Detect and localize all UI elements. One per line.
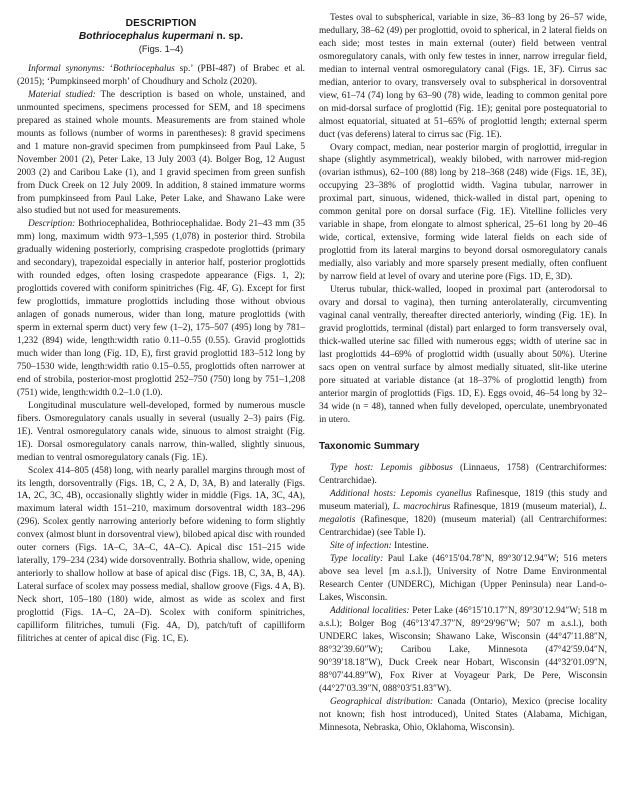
informal-synonyms-paragraph (17, 63, 305, 89)
paragraph-text: Peter Lake (46°15′10.17″N, 89°30′12.94″W; 518 m a.s.l.); Bolger Bog (46°13′47.37″N, 89°29′96″W; 507 m a.s.l.), both UNDERC lakes, Wisconsin; Shawano Lake, Wisconsin (44°47′11.88″N, 88°32′39.60″W); Caribou Lake, Minnesota (47°42′59.04″N, 90°39′18.18″W), Duck Creek near Hobart, Wisconsin (44°32′01.09″N, 88°07′44.89″W), Fox River at Voyageur Park, De Pere, Wisconsin (44°27′03.39″N, 088°03′51.83″W). (319, 605, 607, 694)
text-fragment: sp.’ (PBI-487) of Brabec et al. (2015); ‘Pumpkinseed morph’ of Choudhury and Scholz (2020). (17, 64, 305, 87)
description-heading (17, 17, 305, 56)
testes-paragraph: Testes oval to subspherical, variable in size, 36–83 long by 26–57 wide, medullary, 38–62 (49) per proglottid, ovoid to spherical, in 2 lateral fields on each side; most testes in main external (outer) field between ventral osmoregulatory canals, with only few testes in inner, narrow irregular field, median to internal ventral osmoregulatory canal (Figs. 1E, 3F). Cirrus sac median, anterior to ovary, transversely oval to subspherical in dorsoventral view, 61–74 (74) long by 63–90 (78) wide, leading to common genital pore on mid-dorsal surface of proglottid (Fig. 1E); genital pore postequatorial to almost equatorial, situated at 51–65% of proglottid length; external sperm duct (vas deferens) lateral to cirrus sac (Fig. 1E). (319, 13, 607, 140)
additional-hosts-paragraph (319, 488, 607, 540)
type-host-paragraph (319, 462, 607, 488)
additional-localities-paragraph (319, 605, 607, 696)
paragraph-text: Canada (Ontario), Mexico (precise locality not known; fish host introduced), United States (Alabama, Michigan, Minnesota, Nebraska, Ohio, Oklahoma, Wisconsin). (319, 696, 607, 733)
paragraph-text: Paul Lake (46°15′04.78″N, 89°30′12.94″W; 516 meters above sea level [m a.s.l.]), University of Notre Dame Environmental Research Center (UNDERC), Michigan (Upper Peninsula) near Land-o-Lakes, Wisconsin. (319, 554, 607, 603)
site-of-infection-paragraph (319, 540, 607, 553)
paragraph-label: Additional localities: (330, 605, 410, 616)
paragraph-label: Informal synonyms: (28, 64, 106, 74)
text-fragment: (Rafinesque, 1820) (museum material) (all Centrarchiformes: Centrarchidae) (see Table I). (319, 515, 607, 539)
species-suffix: n. sp. (213, 31, 244, 42)
ovary-paragraph: Ovary compact, median, near posterior margin of proglottid, irregular in shape (slightly asymmetrical), weakly bilobed, with narrower mid-region (ovarian isthmus), 62–100 (88) long by 218–368 (248) wide (Figs. 1E, 3E), occupying 23–38% of proglottid width. Vagina tubular, narrower in proximal part, sinuous, widened, thick-walled in distal part, opening to common genital pore on dorsal surface (Fig. 1E). Vitelline follicles very variable in shape, from elongate to almost spherical, 25–61 long by 20–46 wide, cortical, extensive, forming wide lateral fields on each side of proglottid from its lateral margins to beyond dorsal osmoregulatory canals medially, also variably and more sparsely present medially, often confluent by narrow field at level of ovary and uterine pore (Figs. 1D, E, 3D). (319, 142, 607, 283)
left-column (17, 12, 305, 734)
paragraph-text: Intestine. (391, 541, 429, 552)
species-name: Lepomis gibbosus (373, 463, 453, 474)
paragraph-text: Bothriocephalidea, Bothriocephalidae. Body 21–43 mm (35 mm) long, maximum width 973–1,595 (1,078) in posterior third. Strobila gradually widening posteriorly, comprising craspedote proglottids (primary and secondary), trapezoidal especially in anterior half, posterior proglottids with rounded edges, often losing craspedote appearance (Figs. 1, 2); proglottids covered with coniform spinitriches (Fig. 4F, G). Except for first few proglottids, immature proglottids including those without obvious anlagen of gonads numerous, wider than long, mature proglottids (with sperm in external sperm duct) very few (1–2), 175–507 (495) long by 781–1,232 (894) wide, length:width ratio 0.11–0.55 (0.55). Gravid proglottids much wider than long (Fig. 1D, E), first gravid proglottid 183–512 long by 750–1530 wide, length:width ratio 0.15–0.55, proglottids often narrower at end of strobila, posterior-most proglottid 252–750 (750) long by 751–1,208 (751) wide, length:width 0.2–1.0 (1.0). (17, 219, 305, 398)
right-column (319, 12, 607, 734)
taxonomic-summary-heading: Taxonomic Summary (319, 440, 420, 452)
species-title (17, 30, 305, 43)
species-name: L. megalotis (319, 502, 607, 526)
type-locality-paragraph (319, 553, 607, 605)
text-fragment: Rafinesque, 1819 (this study and museum material), (319, 489, 607, 513)
musculature-paragraph: Longitudinal musculature well-developed, formed by numerous muscle fibers. Osmoregulatory canals usually in several (usually 2–3) pairs (Fig. 1E). Ventral osmoregulatory canals wide, sinuous to almost straight (Fig. 1E). Dorsal osmoregulatory canals narrow, thin-walled, slightly sinuous, median to ventral osmoregulatory canals (Fig. 1E). (17, 400, 305, 463)
genus-name: Bothriocephalus (113, 64, 175, 74)
figures-reference: (Figs. 1–4) (138, 44, 184, 54)
paragraph-label: Additional hosts: (330, 489, 397, 500)
uterus-paragraph: Uterus tubular, thick-walled, looped in proximal part (anterodorsal to ovary and dorsal to vagina), then turning anterolaterally, circumventing vaginal canal ventrally, thereafter directed anteriorly, winding (Fig. 1E). In gravid proglottids, terminal (distal) part enlarged to form transversely oval, thick-walled uterine sac filled with numerous eggs; width of uterine sac in last proglottids 44–69% of proglottid width (usually about 50%). Uterine sacs open on ventral surface by almost medially situated, slit-like uterine pore situated at variable distance (at 18–37% of proglottid length) from anterior margin of proglottids (Figs. 1D, E). Eggs ovoid, 46–54 long by 32–34 wide (n = 48), tanned when fully developed, operculate, unembryonated in utero. (319, 285, 607, 425)
paragraph-text: (Linnaeus, 1758) (Centrarchiformes: Centrarchidae). (319, 463, 607, 487)
paragraph-label: Geographical distribution: (330, 696, 434, 707)
paragraph-label: Material studied: (28, 89, 96, 100)
description-paragraph (17, 218, 305, 399)
paper-page (17, 12, 607, 734)
species-name: Bothriocephalus kupermani (78, 31, 214, 42)
section-title: DESCRIPTION (125, 18, 197, 29)
species-name: L. macrochirus (392, 502, 451, 513)
material-studied-paragraph (17, 89, 305, 219)
text-fragment: ‘ (105, 64, 113, 74)
species-name: Lepomis cyanellus (396, 489, 472, 500)
paragraph-label: Description: (28, 219, 76, 230)
scolex-paragraph: Scolex 414–805 (458) long, with nearly parallel margins through most of its length, dorsoventrally (Figs. 1B, C, 2 A, D, 3A, B) and laterally (Figs. 1A, 2C, 3C, 4B), occasionally slightly wider in middle (Figs. 1A, 3C, 4A), maximum lateral width 151–210, maximum dorsoventral width 183–296 (296). Scolex gently narrowing anteriorly before widening to form slightly convex (almost blunt in dorsoventral view), bilobed apical disc with rounded outer corners (Figs. 1A–C, 3A–C, 4A–C). Apical disc 151–215 wide laterally, 179–234 (234) wide dorsoventrally. Bothria shallow, wide, opening anteriorly to shallow hollow at base of apical disc (Figs. 1B, C, 3A, B, 4A). Lateral surface of scolex may possess medial, shallow groove (Figs. 4 A, B). Neck short, 105–180 (180) wide, almost as wide as scolex and first proglottid (Figs. 1A–C, 2A–D). Scolex with coniform spinitriches, capilliform filitriches, tumuli (Fig. 4A, D), patch/tuft of capilliform filitriches at center of apical disc (Fig. 1C, E). (17, 465, 305, 644)
text-fragment: Rafinesque, 1819 (museum material), (450, 502, 600, 513)
paragraph-text: The description is based on whole, unstained, and unmounted specimens, specimens processed for SEM, and 18 specimens prepared as stained whole mounts. Measurements are from stained whole mounts as follows (number of worms in parentheses): 8 gravid specimens and 1 mature non-gravid specimen from pumpkinseed from Paul Lake, 5 November 2001 (2), Peter Lake, 13 July 2003 (4). Bolger Bog, 12 August 2003 (2) and Caribou Lake (1), and 1 gravid specimen from green sunfish from Duck Creek on 12 July 2009. In addition, 8 stained immature worms from pumpkinseed from Paul Lake, Peter Lake, and Shawano Lake were also studied but not used for measurements. (17, 89, 305, 217)
paragraph-label: Site of infection: (330, 541, 392, 552)
paragraph-label: Type host: (330, 463, 374, 474)
paragraph-label: Type locality: (330, 554, 384, 565)
geographical-distribution-paragraph (319, 696, 607, 735)
